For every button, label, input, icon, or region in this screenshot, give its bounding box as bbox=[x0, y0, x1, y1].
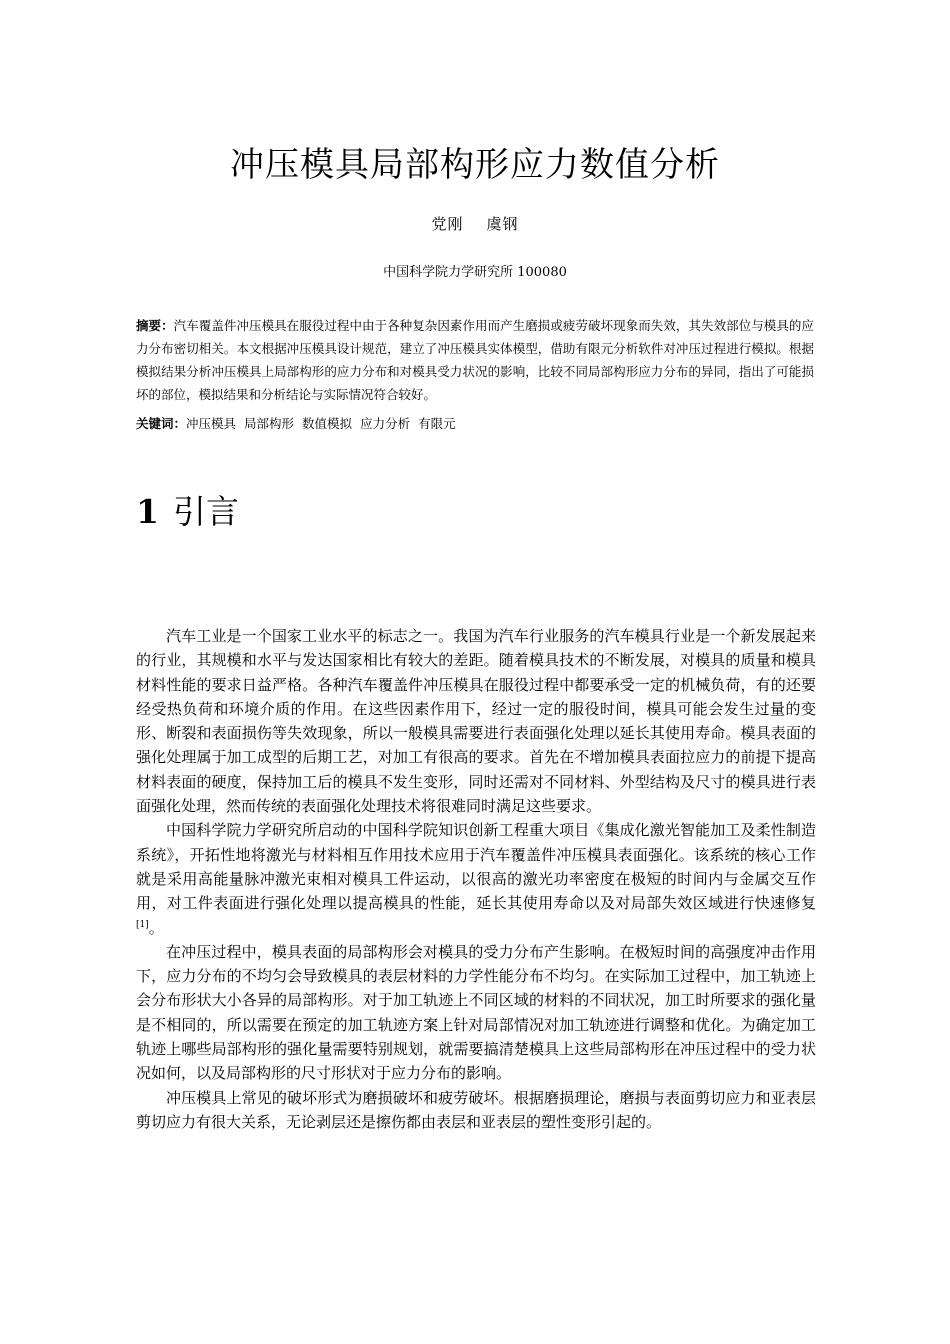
section-title: 引言 bbox=[172, 492, 239, 531]
affiliation: 中国科学院力学研究所 100080 bbox=[383, 265, 567, 280]
keyword: 冲压模具 bbox=[186, 416, 237, 431]
citation-marker[interactable]: [1] bbox=[136, 919, 149, 930]
paragraph-end-mark: 。 bbox=[148, 918, 164, 937]
section-number: 1 bbox=[136, 492, 159, 531]
paper-title: 冲压模具局部构形应力数值分析 bbox=[230, 145, 720, 185]
author-name: 党刚 bbox=[431, 215, 464, 233]
keywords-label: 关键词： bbox=[136, 416, 187, 431]
body-paragraph: 冲压模具上常见的破坏形式为磨损破坏和疲劳破坏。根据磨损理论，磨损与表面剪切应力和亚表层剪切应力有很大关系，无论剥层还是擦伤都由表层和亚表层的塑性变形引起的。 bbox=[136, 1088, 816, 1131]
abstract-text: 汽车覆盖件冲压模具在服役过程中由于各种复杂因素作用而产生磨损或疲劳破坏现象而失效，其失效部位与模具的应力分布密切相关。本文根据冲压模具设计规范，建立了冲压模具实体模型，借助有限元分析软件对冲压过程进行模拟。根据模拟结果分析冲压模具上局部构形的应力分布和对模具受力状况的影响，比较不同局部构形应力分布的异同，指出了可能损坏的部位，模拟结果和分析结论与实际情况符合较好。 bbox=[136, 318, 814, 402]
keyword: 应力分析 bbox=[360, 416, 411, 431]
keyword: 局部构形 bbox=[244, 416, 295, 431]
abstract bbox=[136, 314, 814, 406]
keywords bbox=[136, 412, 814, 435]
paragraph-text: 中国科学院力学研究所启动的中国科学院知识创新工程重大项目《集成化激光智能加工及柔性制造系统》，开拓性地将激光与材料相互作用技术应用于汽车覆盖件冲压模具表面强化。该系统的核心工作就是采用高能量脉冲激光束相对模具工件运动，以很高的激光功率密度在极短的时间内与金属交互作用，对工件表面进行强化处理以提高模具的性能，延长其使用寿命以及对局部失效区域进行快速修复 bbox=[136, 821, 816, 913]
author-name: 虞钢 bbox=[486, 215, 519, 233]
section-heading bbox=[136, 488, 239, 536]
body-paragraph bbox=[136, 818, 816, 939]
body-paragraph: 在冲压过程中，模具表面的局部构形会对模具的受力分布产生影响。在极短时间的高强度冲击作用下，应力分布的不均匀会导致模具的表层材料的力学性能分布不均匀。在实际加工过程中，加工轨迹上会分布形状大小各异的局部构形。对于加工轨迹上不同区域的材料的不同状况，加工时所要求的强化量是不相同的，所以需要在预定的加工轨迹方案上针对局部情况对加工轨迹进行调整和优化。为确定加工轨迹上哪些局部构形的强化量需要特别规划，就需要搞清楚模具上这些局部构形在冲压过程中的受力状况如何，以及局部构形的尺寸形状对于应力分布的影响。 bbox=[136, 942, 816, 1083]
body-paragraph: 汽车工业是一个国家工业水平的标志之一。我国为汽车行业服务的汽车模具行业是一个新发展起来的行业，其规模和水平与发达国家相比有较大的差距。随着模具技术的不断发展，对模具的质量和模具材料性能的要求日益严格。各种汽车覆盖件冲压模具在服役过程中都要承受一定的机械负荷，有的还要经受热负荷和环境介质的作用。在这些因素作用下，经过一定的服役时间，模具可能会发生过量的变形、断裂和表面损伤等失效现象，所以一般模具需要进行表面强化处理以延长其使用寿命。模具表面的强化处理属于加工成型的后期工艺，对加工有很高的要求。首先在不增加模具表面拉应力的前提下提高材料表面的硬度，保持加工后的模具不发生变形，同时还需对不同材料、外型结构及尺寸的模具进行表面强化处理，然而传统的表面强化处理技术将很难同时满足这些要求。 bbox=[136, 627, 816, 816]
section-body bbox=[136, 624, 816, 1134]
keyword: 数值模拟 bbox=[302, 416, 353, 431]
keyword: 有限元 bbox=[418, 416, 456, 431]
abstract-label: 摘要： bbox=[136, 318, 174, 333]
author-list bbox=[0, 212, 950, 236]
